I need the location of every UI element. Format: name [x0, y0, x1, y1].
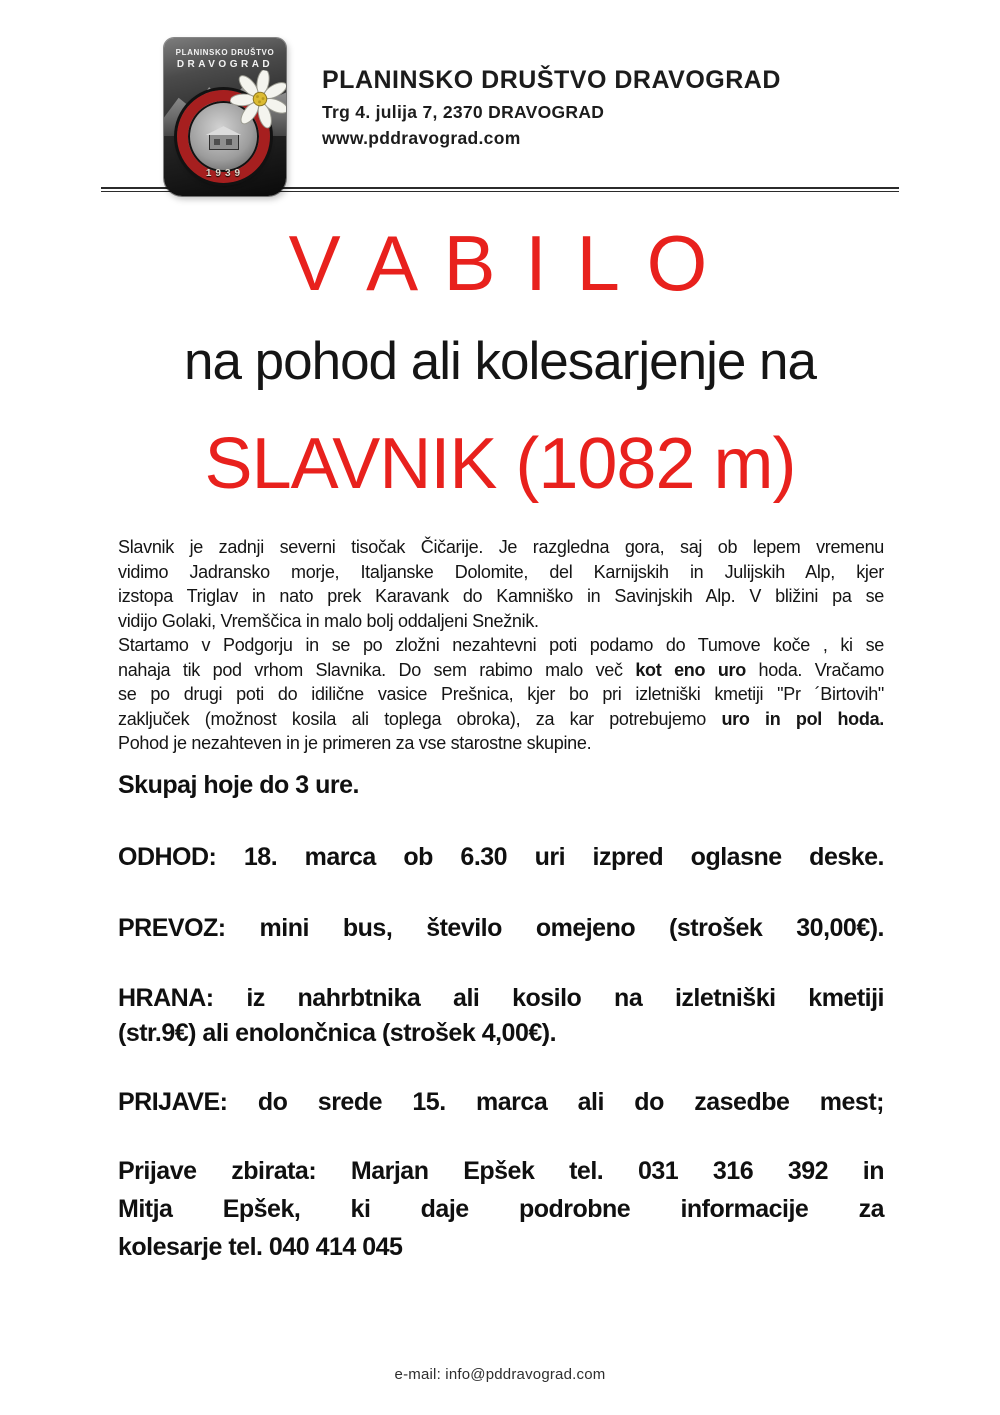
transport-line: PREVOZ: mini bus, število omejeno (strošek 30,00€). — [118, 914, 884, 942]
text-segment: hoda. Vračamo — [745, 659, 884, 680]
text-segment: nahaja tik pod vrhom Slavnika. Do sem rabimo malo več — [118, 659, 636, 680]
contacts-line: kolesarje tel. 040 414 045 — [118, 1233, 403, 1261]
organization-website: www.pddravograd.com — [322, 128, 521, 148]
footer-email: e-mail: info@pddravograd.com — [394, 1366, 606, 1383]
paragraph-line: vidimo Jadransko morje, Italjanske Dolomite, del Karnijskih in Julijskih Alp, kjer — [118, 561, 884, 582]
body-paragraphs — [118, 535, 884, 756]
mountain-hut-image — [209, 134, 239, 150]
letterhead — [322, 66, 781, 149]
logo-founding-year: 1939 — [205, 168, 245, 179]
paragraph-line — [118, 658, 884, 683]
food-section — [118, 981, 884, 1051]
organization-address: Trg 4. julija 7, 2370 DRAVOGRAD — [322, 102, 605, 122]
food-line: (str.9€) ali enolončnica (strošek 4,00€). — [118, 1019, 557, 1047]
food-line: HRANA: iz nahrbtnika ali kosilo na izletniški kmetiji — [118, 984, 884, 1012]
duration-line: Skupaj hoje do 3 ure. — [118, 771, 359, 799]
logo-club-name-line1: PLANINSKO DRUŠTVO — [175, 48, 275, 57]
paragraph-line: Pohod je nezahteven in je primeren za vse starostne skupine. — [118, 733, 592, 753]
destination-title: SLAVNIK (1082 m) — [204, 424, 796, 504]
paragraph-line: Slavnik je zadnji severni tisočak Čičarije. Je razgledna gora, saj ob lepem vremenu — [118, 537, 884, 557]
contacts-section — [118, 1152, 884, 1266]
invitation-subtitle: na pohod ali kolesarjenje na — [183, 332, 817, 391]
logo-club-name-line2: DRAVOGRAD — [176, 59, 274, 70]
logo-title — [164, 48, 286, 70]
bold-text-segment: uro in pol hoda. — [721, 708, 884, 729]
bold-text-segment: kot eno uro — [635, 659, 746, 680]
contacts-line: Mitja Epšek, ki daje podrobne informacije za — [118, 1195, 884, 1223]
text-segment: zaključek (možnost kosila ali toplega obroka), za kar potrebujemo — [118, 708, 722, 729]
invitation-title: V A B I L O — [288, 219, 712, 307]
organization-name: PLANINSKO DRUŠTVO DRAVOGRAD — [322, 66, 781, 94]
paragraph-line — [118, 707, 884, 732]
club-logo-badge — [164, 38, 286, 196]
departure-line: ODHOD: 18. marca ob 6.30 uri izpred oglasne deske. — [118, 843, 884, 871]
registration-line: PRIJAVE: do srede 15. marca ali do zasedbe mest; — [118, 1088, 884, 1116]
paragraph-line: izstopa Triglav in nato prek Karavank do Kamniško in Savinjskih Alp. V bližini pa se — [118, 586, 884, 606]
paragraph-line: se po drugi poti do idilične vasice Prešnica, kjer bo pri izletniški kmetiji "Pr ´Birtovih" — [118, 684, 884, 704]
paragraph-line: vidijo Golaki, Vremščica in malo bolj oddaljeni Snežnik. — [118, 610, 539, 631]
edelweiss-flower-icon — [226, 65, 286, 132]
paragraph-line: Startamo v Podgorju in se po zložni nezahtevni poti podamo do Tumove koče , ki se — [118, 635, 884, 655]
contacts-line: Prijave zbirata: Marjan Epšek tel. 031 316 392 in — [118, 1157, 884, 1185]
